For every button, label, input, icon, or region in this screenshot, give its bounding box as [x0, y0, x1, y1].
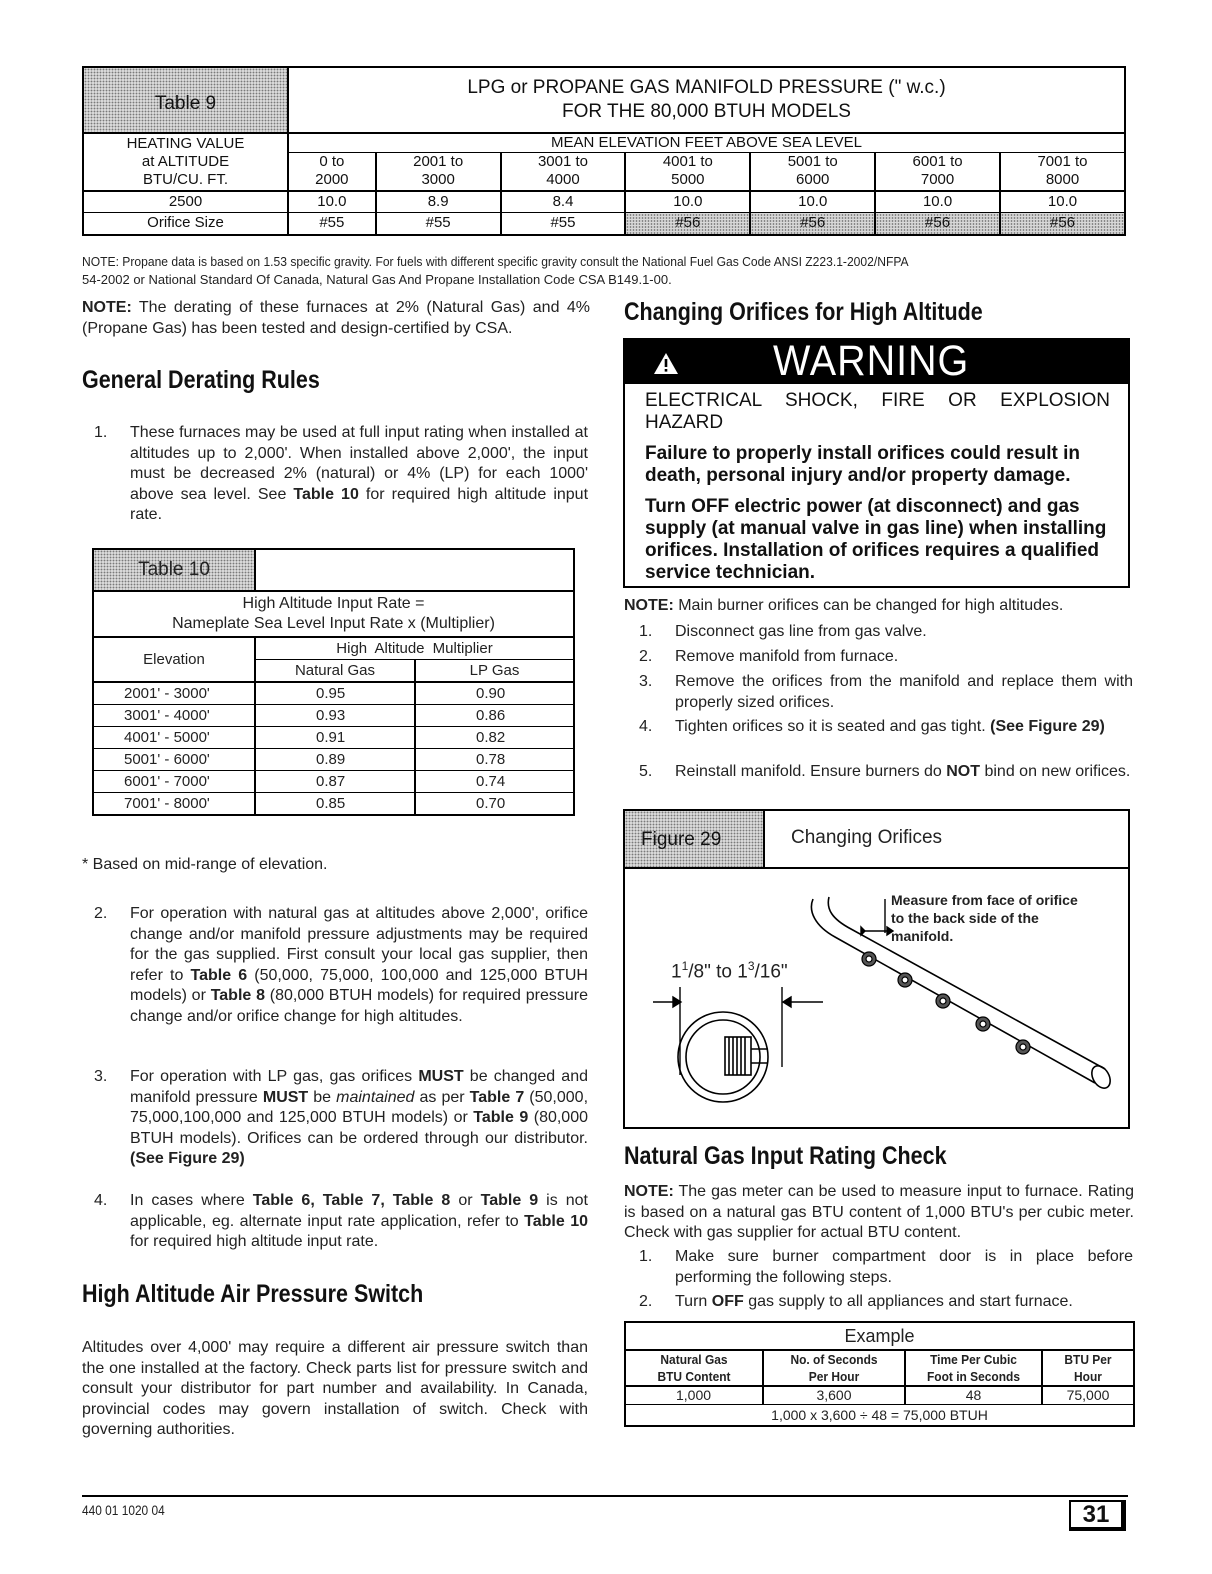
dim-num: 1 — [681, 959, 689, 973]
header-cell — [763, 1350, 905, 1386]
item-text: (80,000 BTUH models). Orifices can be ordered through our distributor. — [130, 1109, 589, 1147]
heating-value-2500: 2500 — [83, 191, 288, 213]
range-to: 6000 — [796, 171, 830, 189]
orifice-row — [83, 213, 1125, 235]
document-number: 440 01 1020 04 — [82, 1502, 165, 1518]
page-number-box — [1069, 1500, 1126, 1531]
table-9 — [82, 66, 1126, 236]
item-text: Remove manifold from furnace. — [675, 648, 899, 665]
natural-gas-step-2 — [639, 1292, 1133, 1313]
range-to: 5000 — [671, 171, 705, 189]
warning-box — [623, 338, 1130, 588]
item-text: for required high altitude input rate. — [130, 485, 589, 523]
table-10 — [92, 548, 575, 816]
elevation-header: MEAN ELEVATION FEET ABOVE SEA LEVEL — [288, 133, 1125, 153]
item-number: 4. — [639, 718, 653, 735]
table-row — [93, 682, 574, 705]
table-10-label-cell — [93, 549, 255, 591]
orifice-closeup — [678, 1012, 768, 1102]
dim-whole: 1 — [671, 961, 682, 983]
header-line: Natural Gas — [660, 1352, 728, 1367]
item-text: as per — [414, 1088, 470, 1106]
table-9-note-line2: 54-2002 or National Standard Of Canada, Natural Gas And Propane Installation Code CSA B149.1-00. — [82, 272, 672, 287]
item-bold: Table 10 — [524, 1212, 588, 1230]
orifice-step-1 — [639, 622, 1133, 643]
example-title: Example — [625, 1322, 1134, 1350]
item-text: These furnaces may be used at full input rating when installed at altitudes up to 2,000'. When installed above 2,000', the input must be decreased 2% (natural) or 4% (LP) for each 1000' above sea level. See — [130, 424, 588, 503]
pressure-cell: 8.9 — [376, 191, 501, 213]
warning-body — [625, 384, 1128, 588]
natural-cell: 0.93 — [255, 705, 415, 727]
warning-triangle-icon — [653, 352, 679, 375]
natural-cell: 0.87 — [255, 771, 415, 793]
item-bold: Table 9 — [480, 1192, 539, 1209]
figure-29 — [623, 809, 1130, 1129]
orifice-step-2 — [639, 647, 1133, 668]
natural-gas-note — [624, 1182, 1134, 1244]
value-cell: 48 — [905, 1386, 1042, 1405]
changing-orifices-heading: Changing Orifices for High Altitude — [624, 298, 983, 326]
warning-title: WARNING — [773, 337, 970, 385]
pressure-row — [83, 191, 1125, 213]
example-table — [624, 1321, 1135, 1427]
item-text: For operation with LP gas, gas orifices — [130, 1068, 419, 1085]
natural-cell: 0.89 — [255, 749, 415, 771]
pressure-cell: 10.0 — [875, 191, 1000, 213]
item-text: bind on new orifices. — [980, 763, 1131, 780]
item-text: Disconnect gas line from gas valve. — [675, 623, 927, 640]
note-text: The gas meter can be used to measure input to furnace. Rating is based on a natural gas BTU content of 1,000 BTU's per cubic meter. Check with gas supplier for actual BTU content. — [624, 1183, 1134, 1241]
table-row — [93, 771, 574, 793]
table-row — [93, 749, 574, 771]
derating-note — [82, 298, 590, 339]
item-number: 5. — [639, 763, 653, 780]
item-text: be changed and manifold pressure — [130, 1068, 589, 1106]
warning-instruction: Turn OFF electric power (at disconnect) and gas supply (at manual valve in gas line) when installing orifices. Installation of orifices requires a qualified service technician. — [645, 496, 1107, 583]
pressure-cell: 10.0 — [750, 191, 875, 213]
natural-gas-heading: Natural Gas Input Rating Check — [624, 1142, 947, 1170]
header-line: BTU Per — [1064, 1352, 1112, 1367]
header-line: No. of Seconds — [790, 1352, 878, 1367]
natural-cell: 0.85 — [255, 793, 415, 816]
footnote: * Based on mid-range of elevation. — [82, 856, 328, 873]
example-formula: 1,000 x 3,600 ÷ 48 = 75,000 BTUH — [625, 1405, 1134, 1427]
orifice-size-label: Orifice Size — [83, 213, 288, 235]
orifice-cell: #56 — [875, 213, 1000, 235]
item-text: Remove the orifices from the manifold and replace them with properly sized orifices. — [675, 673, 1133, 711]
value-cell: 75,000 — [1042, 1386, 1134, 1405]
elevation-cell: 5001' - 6000' — [93, 749, 255, 771]
hv-line1: HEATING VALUE — [126, 134, 245, 152]
header-cell — [1042, 1350, 1134, 1386]
callout-leader — [861, 899, 893, 935]
table-10-empty — [255, 549, 574, 591]
page-number: 31 — [1082, 1501, 1110, 1528]
elevation-cell: 3001' - 4000' — [93, 705, 255, 727]
lp-cell: 0.90 — [415, 682, 574, 705]
footer-rule — [82, 1495, 1128, 1497]
header-cell — [625, 1350, 763, 1386]
range-to: 4000 — [546, 171, 580, 189]
item-text: Make sure burner compartment door is in place before performing the following steps. — [675, 1248, 1133, 1286]
hv-line2: at ALTITUDE — [141, 152, 230, 170]
item-bold: Table 8 — [210, 987, 265, 1004]
item-text: Turn — [675, 1293, 712, 1310]
range-from: 4001 to — [662, 153, 713, 171]
natural-gas-header: Natural Gas — [255, 660, 415, 683]
pressure-cell: 10.0 — [288, 191, 376, 213]
callout-line2: to the back side of the — [891, 910, 1039, 926]
item-bold: MUST — [418, 1068, 464, 1085]
item-number: 1. — [639, 623, 653, 640]
heating-value-header — [83, 133, 288, 191]
note-prefix: NOTE: — [624, 1183, 674, 1200]
item-bold: Table 7 — [469, 1088, 525, 1106]
dim-num: 3 — [747, 959, 755, 973]
pressure-cell: 10.0 — [1000, 191, 1125, 213]
table-10-title-line1: High Altitude Input Rate = — [242, 595, 425, 612]
pressure-cell: 8.4 — [501, 191, 626, 213]
table-9-note — [82, 253, 1142, 289]
lp-cell: 0.74 — [415, 771, 574, 793]
item-text: Tighten orifices so it is seated and gas tight. — [675, 718, 991, 735]
value-cell: 1,000 — [625, 1386, 763, 1405]
item-number: 1. — [94, 424, 108, 441]
item-number: 2. — [639, 648, 653, 665]
elevation-column-header: Elevation — [93, 637, 255, 682]
lp-cell: 0.86 — [415, 705, 574, 727]
orifice-cell: #56 — [1000, 213, 1125, 235]
item-bold: MUST — [262, 1088, 309, 1106]
orifice-cell: #55 — [288, 213, 376, 235]
range-from: 7001 to — [1037, 153, 1088, 171]
item-number: 1. — [639, 1248, 653, 1265]
figure-29-title: Changing Orifices — [791, 827, 943, 848]
item-text: or — [450, 1192, 481, 1209]
item-text: For operation with natural gas at altitudes above 2,000', orifice change and/or manifold pressure adjustments may be required for the gas supplied. First consult your local gas supplier, then refer to — [130, 905, 588, 984]
range-cell — [625, 153, 750, 191]
range-to: 7000 — [920, 171, 955, 189]
natural-gas-step-1 — [639, 1247, 1133, 1288]
header-line: Per Hour — [808, 1369, 860, 1384]
table-10-title — [93, 591, 574, 637]
lp-cell: 0.78 — [415, 749, 574, 771]
item-text: (80,000 BTUH models) for required pressure change and/or orifice change for high altitudes. — [130, 987, 588, 1025]
note-text: Main burner orifices can be changed for high altitudes. — [673, 597, 1064, 614]
pressure-switch-text: Altitudes over 4,000' may require a different air pressure switch than the one installed at the factory. Check parts list for pressure switch and consult your distributor for part number and availability. In Canada, provincial codes may govern installation of switch. Check with governing authorities. — [82, 1339, 588, 1438]
range-to: 3000 — [421, 171, 455, 189]
range-cell — [875, 153, 1000, 191]
orifice-step-3 — [639, 672, 1133, 713]
item-text: In cases where — [130, 1192, 253, 1209]
derating-item-2 — [94, 904, 588, 1027]
dimension-label — [671, 959, 788, 983]
range-cell — [501, 153, 626, 191]
table-row — [93, 727, 574, 749]
range-from: 6001 to — [912, 153, 963, 171]
orifice-cell: #55 — [376, 213, 501, 235]
range-from: 2001 to — [413, 153, 464, 171]
pressure-switch-heading: High Altitude Air Pressure Switch — [82, 1280, 424, 1308]
elevation-cell: 6001' - 7000' — [93, 771, 255, 793]
range-cell — [288, 153, 376, 191]
range-to: 8000 — [1045, 171, 1080, 189]
orifice-step-5 — [639, 762, 1133, 783]
orifice-cell: #56 — [625, 213, 750, 235]
value-cell: 3,600 — [763, 1386, 905, 1405]
table-9-title — [288, 67, 1125, 133]
item-text: Reinstall manifold. Ensure burners do — [675, 763, 947, 780]
table-row — [93, 705, 574, 727]
orifice-cell: #55 — [501, 213, 626, 235]
lp-gas-header: LP Gas — [415, 660, 574, 683]
multiplier-header: High Altitude Multiplier — [255, 637, 574, 660]
orifice-step-4 — [639, 717, 1133, 738]
note-text: The derating of these furnaces at 2% (Natural Gas) and 4% (Propane Gas) has been tested and design-certified by CSA. — [82, 299, 590, 337]
table-9-note-line1: NOTE: Propane data is based on 1.53 specific gravity. For fuels with different specific gravity consult the National Fuel Gas Code ANSI Z223.1-2002/NFPA — [82, 254, 909, 269]
item-number: 4. — [94, 1192, 108, 1209]
hv-line3: BTU/CU. FT. — [143, 170, 228, 188]
derating-item-4 — [94, 1191, 588, 1253]
warning-header — [625, 337, 1128, 385]
range-cell — [750, 153, 875, 191]
figure-29-label: Figure 29 — [641, 829, 722, 850]
item-text: gas supply to all appliances and start furnace. — [743, 1293, 1073, 1310]
header-line: Hour — [1074, 1369, 1102, 1384]
item-italic: maintained — [336, 1088, 415, 1106]
natural-cell: 0.91 — [255, 727, 415, 749]
derating-item-1 — [94, 423, 589, 526]
range-cell — [1000, 153, 1125, 191]
table-row — [93, 793, 574, 816]
item-text: for required high altitude input rate. — [130, 1233, 379, 1250]
item-text: (50,000, 75,000,100,000 and 125,000 BTUH models) or — [130, 1088, 589, 1126]
elevation-cell: 4001' - 5000' — [93, 727, 255, 749]
item-bold: (See Figure 29) — [990, 718, 1105, 735]
elevation-cell: 2001' - 3000' — [93, 682, 255, 705]
range-from: 0 to — [319, 153, 345, 171]
item-bold: Table 10 — [293, 485, 359, 503]
orifice-note — [624, 596, 1134, 617]
orifice-cell: #56 — [750, 213, 875, 235]
header-cell — [905, 1350, 1042, 1386]
table-10-label: Table 10 — [138, 559, 210, 580]
item-number: 3. — [94, 1068, 108, 1085]
header-line: Time Per Cubic — [930, 1352, 1017, 1367]
pressure-cell: 10.0 — [625, 191, 750, 213]
range-cell — [376, 153, 501, 191]
callout-line3: manifold. — [891, 928, 954, 944]
item-number: 2. — [94, 905, 108, 922]
item-number: 3. — [639, 673, 653, 690]
table-9-title-line2: FOR THE 80,000 BTUH MODELS — [562, 101, 851, 122]
item-text: be — [308, 1088, 337, 1106]
warning-hazard: ELECTRICAL SHOCK, FIRE OR EXPLOSION HAZARD — [645, 390, 1110, 433]
general-derating-heading: General Derating Rules — [82, 366, 320, 394]
item-bold: Table 6, Table 7, Table 8 — [252, 1192, 451, 1209]
natural-cell: 0.95 — [255, 682, 415, 705]
orifice-fittings — [862, 952, 1030, 1054]
note-prefix: NOTE: — [624, 597, 674, 614]
header-line: Foot in Seconds — [926, 1369, 1021, 1384]
item-text: is not applicable, eg. alternate input rate application, refer to — [130, 1192, 588, 1230]
table-9-label-cell — [83, 67, 288, 133]
item-bold: (See Figure 29) — [130, 1150, 245, 1167]
dim-mid: /8" to 1 — [688, 961, 748, 983]
lp-cell: 0.70 — [415, 793, 574, 816]
item-bold: OFF — [711, 1293, 744, 1310]
lp-cell: 0.82 — [415, 727, 574, 749]
table-10-title-line2: Nameplate Sea Level Input Rate x (Multiplier) — [172, 615, 495, 632]
figure-29-label-cell — [625, 811, 765, 867]
item-number: 2. — [639, 1293, 653, 1310]
elevation-cell: 7001' - 8000' — [93, 793, 255, 816]
item-bold: NOT — [946, 763, 981, 780]
derating-item-3 — [94, 1067, 589, 1170]
range-from: 5001 to — [787, 153, 838, 171]
callout-line1: Measure from face of orifice — [891, 892, 1078, 908]
range-from: 3001 to — [537, 153, 589, 171]
warning-consequence: Failure to properly install orifices could result in death, personal injury and/or property damage. — [645, 443, 1080, 486]
item-text: (50,000, 75,000, 100,000 and 125,000 BTUH models) or — [130, 966, 588, 1004]
item-bold: Table 6 — [190, 966, 248, 984]
table-9-label: Table 9 — [154, 92, 217, 114]
dim-end: /16" — [754, 961, 788, 983]
note-prefix: NOTE: — [82, 299, 132, 316]
range-to: 2000 — [315, 171, 349, 189]
figure-callout — [891, 891, 1078, 945]
item-bold: Table 9 — [473, 1109, 529, 1126]
header-line: BTU Content — [657, 1369, 731, 1384]
table-9-title-line1: LPG or PROPANE GAS MANIFOLD PRESSURE (" w.c.) — [467, 77, 946, 98]
